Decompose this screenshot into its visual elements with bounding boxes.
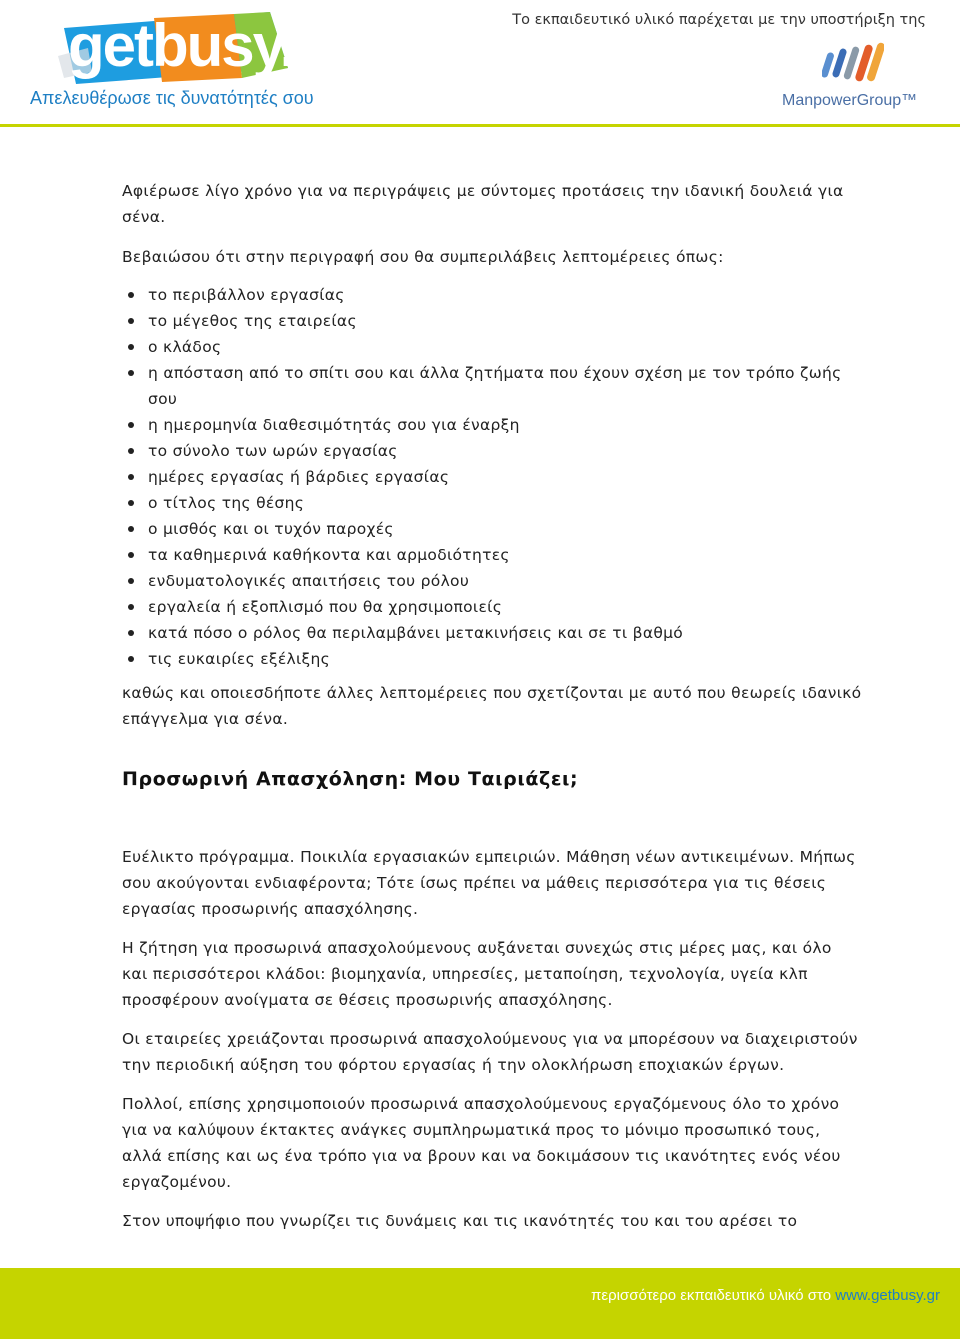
- manpowergroup-logo[interactable]: [782, 42, 922, 116]
- list-item: η ημερομηνία διαθεσιμότητάς σου για έναρξη: [122, 412, 862, 438]
- list-item: τα καθημερινά καθήκοντα και αρμοδιότητες: [122, 542, 862, 568]
- list-item: ενδυματολογικές απαιτήσεις του ρόλου: [122, 568, 862, 594]
- body-paragraph: Στον υποψήφιο που γνωρίζει τις δυνάμεις και τις ικανότητές του και του αρέσει το: [122, 1212, 798, 1230]
- list-item: η απόσταση από το σπίτι σου και άλλα ζητήματα που έχουν σχέση με τον τρόπο ζωής σου: [122, 360, 862, 412]
- page-footer: [0, 1268, 960, 1339]
- header-divider: [0, 124, 960, 127]
- closing-paragraph: καθώς και οποιεσδήποτε άλλες λεπτομέρειες που σχετίζονται με αυτό που θεωρείς ιδανικό επάγγελμα για σένα.: [122, 684, 862, 728]
- list-item: το περιβάλλον εργασίας: [122, 282, 862, 308]
- body-paragraph: Πολλοί, επίσης χρησιμοποιούν προσωρινά απασχολούμενους εργαζόμενους όλο το χρόνο για να καλύψουν έκτακτες ανάγκες συμπληρωματικά προς το μόνιμο προσωπικό τους, αλλά επίσης και ως ένα τρόπο για να βρουν και να δοκιμάσουν τις ικανότητες ενός νέου εργαζομένου.: [122, 1095, 841, 1191]
- section-heading: Προσωρινή Απασχόληση: Μου Ταιριάζει;: [122, 768, 579, 790]
- getbusy-logo[interactable]: [18, 4, 351, 114]
- manpowergroup-wordmark: ManpowerGroup™: [782, 92, 918, 109]
- list-item: το μέγεθος της εταιρείας: [122, 308, 862, 334]
- logo-word-get: get: [68, 12, 152, 79]
- logo-wordmark: [68, 14, 350, 78]
- list-item: ο κλάδος: [122, 334, 862, 360]
- lead-paragraph: Βεβαιώσου ότι στην περιγραφή σου θα συμπεριλάβεις λεπτομέρειες όπως:: [122, 248, 724, 266]
- list-item: το σύνολο των ωρών εργασίας: [122, 438, 862, 464]
- logo-word-gr: .gr: [279, 12, 351, 79]
- list-item: ο μισθός και οι τυχόν παροχές: [122, 516, 862, 542]
- body-paragraph: Ευέλικτο πρόγραμμα. Ποικιλία εργασιακών εμπειριών. Μάθηση νέων αντικειμένων. Μήπως σου ακούγονται ενδιαφέροντα; Τότε ίσως πρέπει να μάθεις περισσότερα για τις θέσεις εργασίας προσωρινής απασχόλησης.: [122, 848, 856, 918]
- list-item: ο τίτλος της θέσης: [122, 490, 862, 516]
- list-item: ημέρες εργασίας ή βάρδιες εργασίας: [122, 464, 862, 490]
- list-item: τις ευκαιρίες εξέλιξης: [122, 646, 862, 672]
- logo-word-busy: busy: [152, 12, 280, 79]
- logo-tagline: Απελευθέρωσε τις δυνατότητές σου: [30, 88, 314, 108]
- footer-text: [591, 1287, 940, 1304]
- body-paragraph: Οι εταιρείες χρειάζονται προσωρινά απασχολούμενους για να μπορέσουν να διαχειριστούν την περιοδική αύξηση του φόρτου εργασίας ή την ολοκλήρωση εποχιακών έργων.: [122, 1030, 858, 1074]
- sponsor-text: Το εκπαιδευτικό υλικό παρέχεται με την υποστήριξη της: [512, 12, 926, 28]
- body-paragraph: Η ζήτηση για προσωρινά απασχολούμενους αυξάνεται συνεχώς στις μέρες μας, και όλο και περισσότεροι κλάδοι: βιομηχανία, υπηρεσίες, μεταποίηση, τεχνολογία, υγεία κλπ προσφέρουν ανοίγματα σε θέσεις προσωρινής απασχόλησης.: [122, 939, 832, 1009]
- details-bullet-list: [122, 282, 862, 672]
- manpowergroup-mark-icon: [822, 42, 884, 86]
- page-header: [0, 0, 960, 128]
- list-item: εργαλεία ή εξοπλισμό που θα χρησιμοποιείς: [122, 594, 862, 620]
- footer-website-link[interactable]: www.getbusy.gr: [835, 1287, 940, 1304]
- intro-paragraph: Αφιέρωσε λίγο χρόνο για να περιγράψεις με σύντομες προτάσεις την ιδανική δουλειά για σένα.: [122, 182, 844, 226]
- document-body: [122, 178, 862, 1247]
- footer-label: περισσότερο εκπαιδευτικό υλικό στο: [591, 1287, 832, 1304]
- list-item: κατά πόσο ο ρόλος θα περιλαμβάνει μετακινήσεις και σε τι βαθμό: [122, 620, 862, 646]
